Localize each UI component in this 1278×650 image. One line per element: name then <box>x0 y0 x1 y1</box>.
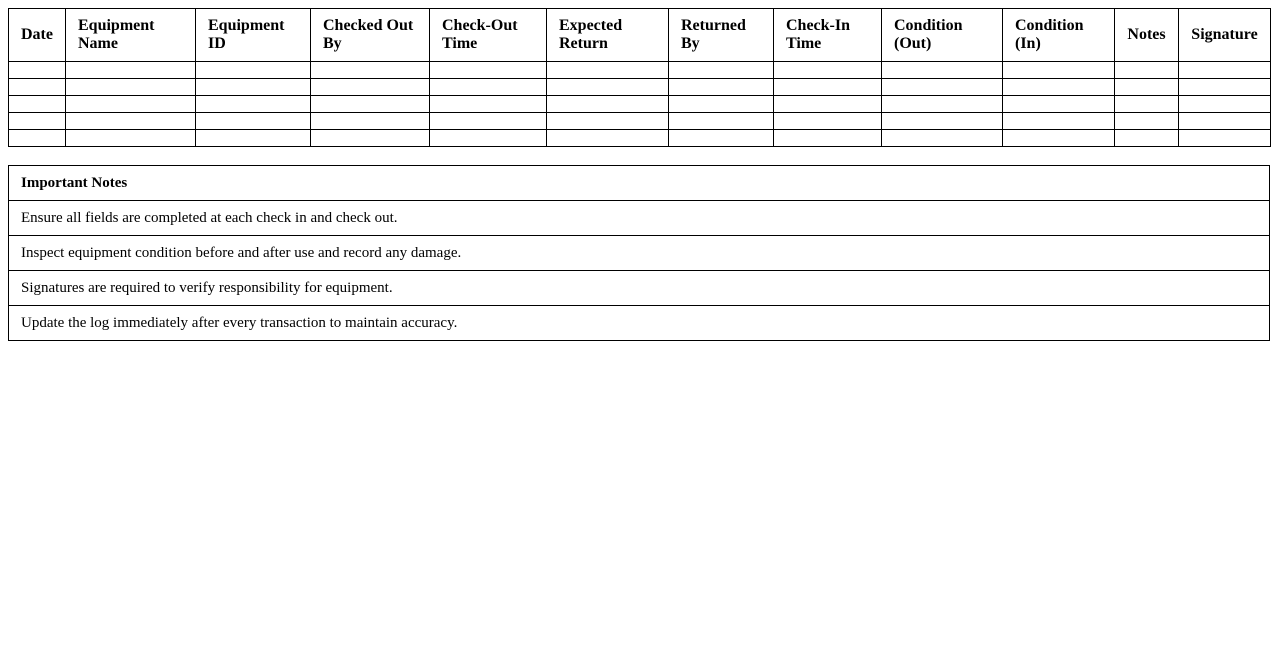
cell-checked-out-by[interactable] <box>311 96 430 113</box>
cell-condition-in[interactable] <box>1003 96 1115 113</box>
column-header-date: Date <box>9 9 66 62</box>
cell-condition-in[interactable] <box>1003 62 1115 79</box>
note-row <box>9 201 1270 236</box>
cell-equipment-id[interactable] <box>196 79 311 96</box>
cell-returned-by[interactable] <box>669 113 774 130</box>
cell-date[interactable] <box>9 62 66 79</box>
cell-returned-by[interactable] <box>669 130 774 147</box>
column-header-check-out-time: Check-Out Time <box>430 9 547 62</box>
cell-date[interactable] <box>9 79 66 96</box>
log-table-body <box>9 62 1271 147</box>
table-row <box>9 79 1271 96</box>
cell-returned-by[interactable] <box>669 96 774 113</box>
table-row <box>9 96 1271 113</box>
column-header-equipment-id: Equipment ID <box>196 9 311 62</box>
note-row <box>9 271 1270 306</box>
column-header-condition-in: Condition (In) <box>1003 9 1115 62</box>
note-item: Signatures are required to verify responsibility for equipment. <box>9 271 1270 306</box>
cell-expected-return[interactable] <box>547 96 669 113</box>
cell-equipment-name[interactable] <box>66 62 196 79</box>
cell-condition-in[interactable] <box>1003 79 1115 96</box>
cell-check-out-time[interactable] <box>430 96 547 113</box>
cell-equipment-name[interactable] <box>66 96 196 113</box>
cell-checked-out-by[interactable] <box>311 130 430 147</box>
cell-signature[interactable] <box>1179 113 1271 130</box>
header-row <box>9 9 1271 62</box>
cell-signature[interactable] <box>1179 96 1271 113</box>
cell-check-in-time[interactable] <box>774 62 882 79</box>
cell-equipment-id[interactable] <box>196 96 311 113</box>
cell-condition-out[interactable] <box>882 96 1003 113</box>
column-header-expected-return: Expected Return <box>547 9 669 62</box>
cell-notes[interactable] <box>1115 96 1179 113</box>
cell-equipment-name[interactable] <box>66 113 196 130</box>
column-header-signature: Signature <box>1179 9 1271 62</box>
cell-condition-in[interactable] <box>1003 113 1115 130</box>
cell-equipment-name[interactable] <box>66 130 196 147</box>
cell-condition-out[interactable] <box>882 130 1003 147</box>
note-row <box>9 236 1270 271</box>
note-item: Inspect equipment condition before and after use and record any damage. <box>9 236 1270 271</box>
cell-returned-by[interactable] <box>669 79 774 96</box>
cell-expected-return[interactable] <box>547 79 669 96</box>
cell-check-out-time[interactable] <box>430 130 547 147</box>
cell-condition-out[interactable] <box>882 62 1003 79</box>
cell-check-in-time[interactable] <box>774 113 882 130</box>
table-row <box>9 62 1271 79</box>
note-row <box>9 306 1270 341</box>
notes-heading-row <box>9 166 1270 201</box>
column-header-equipment-name: Equipment Name <box>66 9 196 62</box>
column-header-condition-out: Condition (Out) <box>882 9 1003 62</box>
cell-check-out-time[interactable] <box>430 62 547 79</box>
column-header-check-in-time: Check-In Time <box>774 9 882 62</box>
cell-notes[interactable] <box>1115 113 1179 130</box>
cell-condition-out[interactable] <box>882 79 1003 96</box>
cell-date[interactable] <box>9 113 66 130</box>
note-item: Ensure all fields are completed at each check in and check out. <box>9 201 1270 236</box>
cell-checked-out-by[interactable] <box>311 62 430 79</box>
cell-notes[interactable] <box>1115 62 1179 79</box>
cell-date[interactable] <box>9 130 66 147</box>
cell-check-in-time[interactable] <box>774 79 882 96</box>
cell-returned-by[interactable] <box>669 62 774 79</box>
cell-equipment-name[interactable] <box>66 79 196 96</box>
cell-date[interactable] <box>9 96 66 113</box>
cell-check-out-time[interactable] <box>430 113 547 130</box>
column-header-notes: Notes <box>1115 9 1179 62</box>
notes-heading: Important Notes <box>9 166 1270 201</box>
cell-notes[interactable] <box>1115 79 1179 96</box>
cell-condition-in[interactable] <box>1003 130 1115 147</box>
cell-signature[interactable] <box>1179 62 1271 79</box>
cell-equipment-id[interactable] <box>196 113 311 130</box>
cell-condition-out[interactable] <box>882 113 1003 130</box>
cell-signature[interactable] <box>1179 130 1271 147</box>
cell-check-in-time[interactable] <box>774 96 882 113</box>
column-header-returned-by: Returned By <box>669 9 774 62</box>
cell-signature[interactable] <box>1179 79 1271 96</box>
cell-notes[interactable] <box>1115 130 1179 147</box>
cell-check-out-time[interactable] <box>430 79 547 96</box>
cell-equipment-id[interactable] <box>196 130 311 147</box>
cell-expected-return[interactable] <box>547 130 669 147</box>
equipment-log-table <box>8 8 1271 147</box>
column-header-checked-out-by: Checked Out By <box>311 9 430 62</box>
cell-equipment-id[interactable] <box>196 62 311 79</box>
note-item: Update the log immediately after every transaction to maintain accuracy. <box>9 306 1270 341</box>
cell-checked-out-by[interactable] <box>311 79 430 96</box>
table-row <box>9 113 1271 130</box>
important-notes-table <box>8 165 1270 341</box>
cell-checked-out-by[interactable] <box>311 113 430 130</box>
cell-check-in-time[interactable] <box>774 130 882 147</box>
cell-expected-return[interactable] <box>547 113 669 130</box>
cell-expected-return[interactable] <box>547 62 669 79</box>
table-row <box>9 130 1271 147</box>
